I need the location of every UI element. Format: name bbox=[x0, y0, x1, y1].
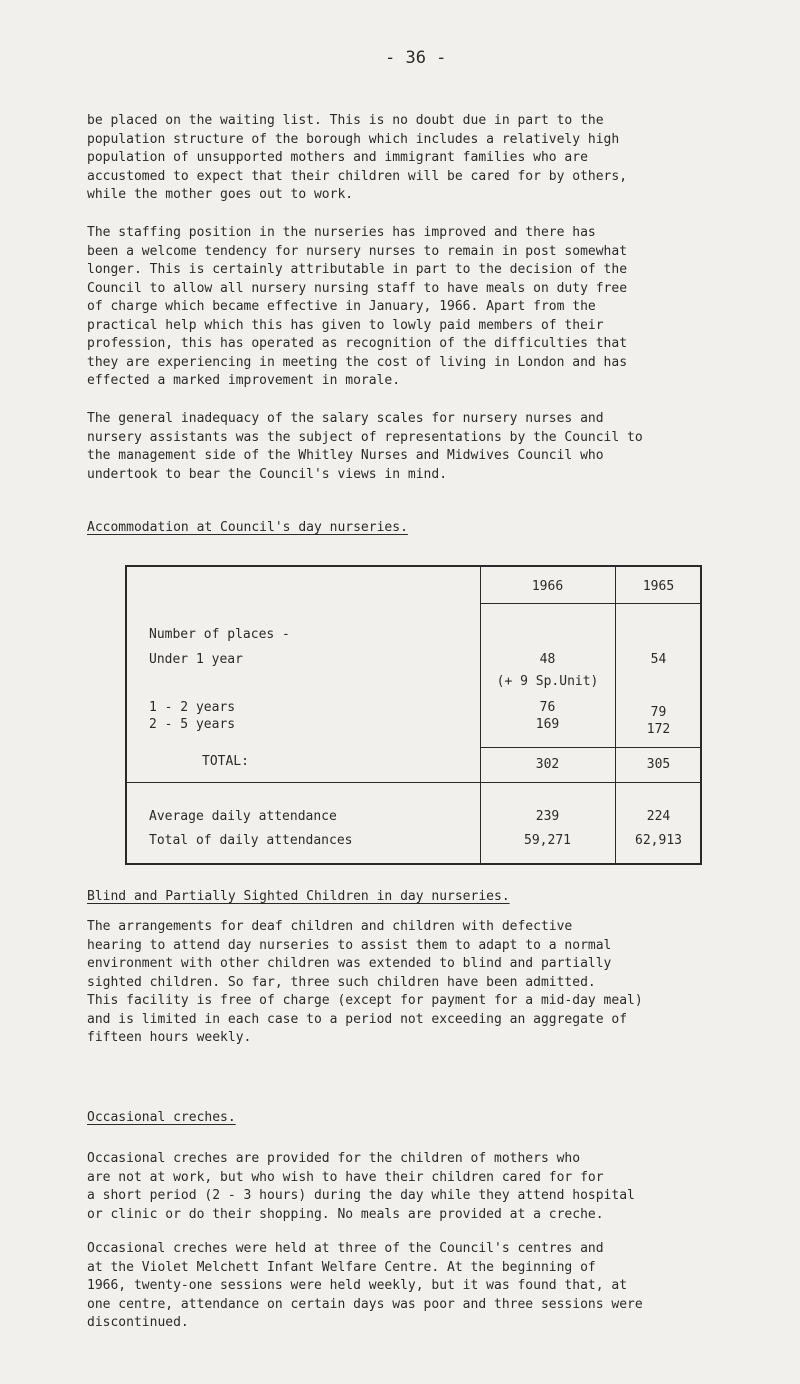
paragraph-staffing: The staffing position in the nurseries has improved and there has been a welcome tendency for nursery nurses to remain in post somewhat longer. This is certainly attributable in part to the decision of the Council to allow all nursery nursing staff to have meals on duty free of charge which became effective in January, 1966. Apart from the practical help which this has given to lowly paid members of their profession, this has operated as recognition of the difficulties that they are experiencing in meeting the cost of living in London and has effected a marked improvement in morale. bbox=[87, 225, 628, 388]
cell-1-2-years-1966: 76 bbox=[539, 700, 556, 715]
cell-total-attendances-1965: 62,913 bbox=[635, 833, 682, 848]
heading-accommodation: Accommodation at Council's day nurseries. bbox=[87, 520, 408, 535]
heading-blind-children: Blind and Partially Sighted Children in day nurseries. bbox=[87, 889, 510, 904]
row-label-2-5-years: 2 - 5 years bbox=[149, 717, 236, 732]
paragraph-creches-provision: Occasional creches are provided for the children of mothers who are not at work, but who wish to have their children cared for for a short period (2 - 3 hours) during the day while they attend hospital or clinic or do their shopping. No meals are provided at a creche. bbox=[87, 1151, 635, 1222]
cell-under-1-1965: 54 bbox=[650, 652, 667, 667]
cell-total-1966: 302 bbox=[535, 757, 560, 772]
cell-2-5-years-1965: 172 bbox=[646, 722, 671, 737]
cell-1-2-years-1965: 79 bbox=[650, 705, 667, 720]
page-number: - 36 - bbox=[385, 48, 447, 68]
cell-total-attendances-1966: 59,271 bbox=[524, 833, 571, 848]
paragraph-salary: The general inadequacy of the salary scales for nursery nurses and nursery assistants was the subject of representations by the Council to the management side of the Whitley Nurses and Midwives Council who undertook to bear the Council's views in mind. bbox=[87, 411, 643, 482]
row-label-places: Number of places - bbox=[149, 627, 290, 642]
table-divider bbox=[480, 747, 700, 748]
row-label-under-1: Under 1 year bbox=[149, 652, 243, 667]
cell-total-1965: 305 bbox=[646, 757, 671, 772]
col-header-1966: 1966 bbox=[531, 579, 564, 594]
cell-average-attendance-1966: 239 bbox=[535, 809, 560, 824]
cell-average-attendance-1965: 224 bbox=[646, 809, 671, 824]
heading-occasional-creches: Occasional creches. bbox=[87, 1110, 236, 1125]
table-divider bbox=[127, 782, 700, 783]
paragraph-blind-children: The arrangements for deaf children and children with defective hearing to attend day nurseries to assist them to adapt to a normal environment with other children was extended to blind and partially sighted children. So far, three such children have been admitted. This facility is free of charge (except for payment for a mid-day meal) and is limited in each case to a period not exceeding an aggregate of fifteen hours weekly. bbox=[87, 919, 643, 1045]
row-label-average-attendance: Average daily attendance bbox=[149, 809, 337, 824]
paragraph-creches-sessions: Occasional creches were held at three of the Council's centres and at the Violet Melchett Infant Welfare Centre. At the beginning of 1966, twenty-one sessions were held weekly, but it was found that, at one centre, attendance on certain days was poor and three sessions were discontinued. bbox=[87, 1241, 643, 1330]
table-divider bbox=[480, 603, 700, 604]
cell-2-5-years-1966: 169 bbox=[535, 717, 560, 732]
cell-under-1-note: (+ 9 Sp.Unit) bbox=[496, 674, 599, 689]
row-label-total-attendances: Total of daily attendances bbox=[149, 833, 353, 848]
cell-under-1-1966: 48 bbox=[539, 652, 556, 667]
row-label-1-2-years: 1 - 2 years bbox=[149, 700, 236, 715]
col-header-1965: 1965 bbox=[642, 579, 675, 594]
accommodation-table bbox=[125, 565, 702, 865]
row-label-total: TOTAL: bbox=[202, 754, 249, 769]
paragraph-waiting-list: be placed on the waiting list. This is no doubt due in part to the population structure of the borough which includes a relatively high population of unsupported mothers and immigrant families who are accustomed to expect that their children will be cared for by others, while the mother goes out to work. bbox=[87, 113, 628, 202]
